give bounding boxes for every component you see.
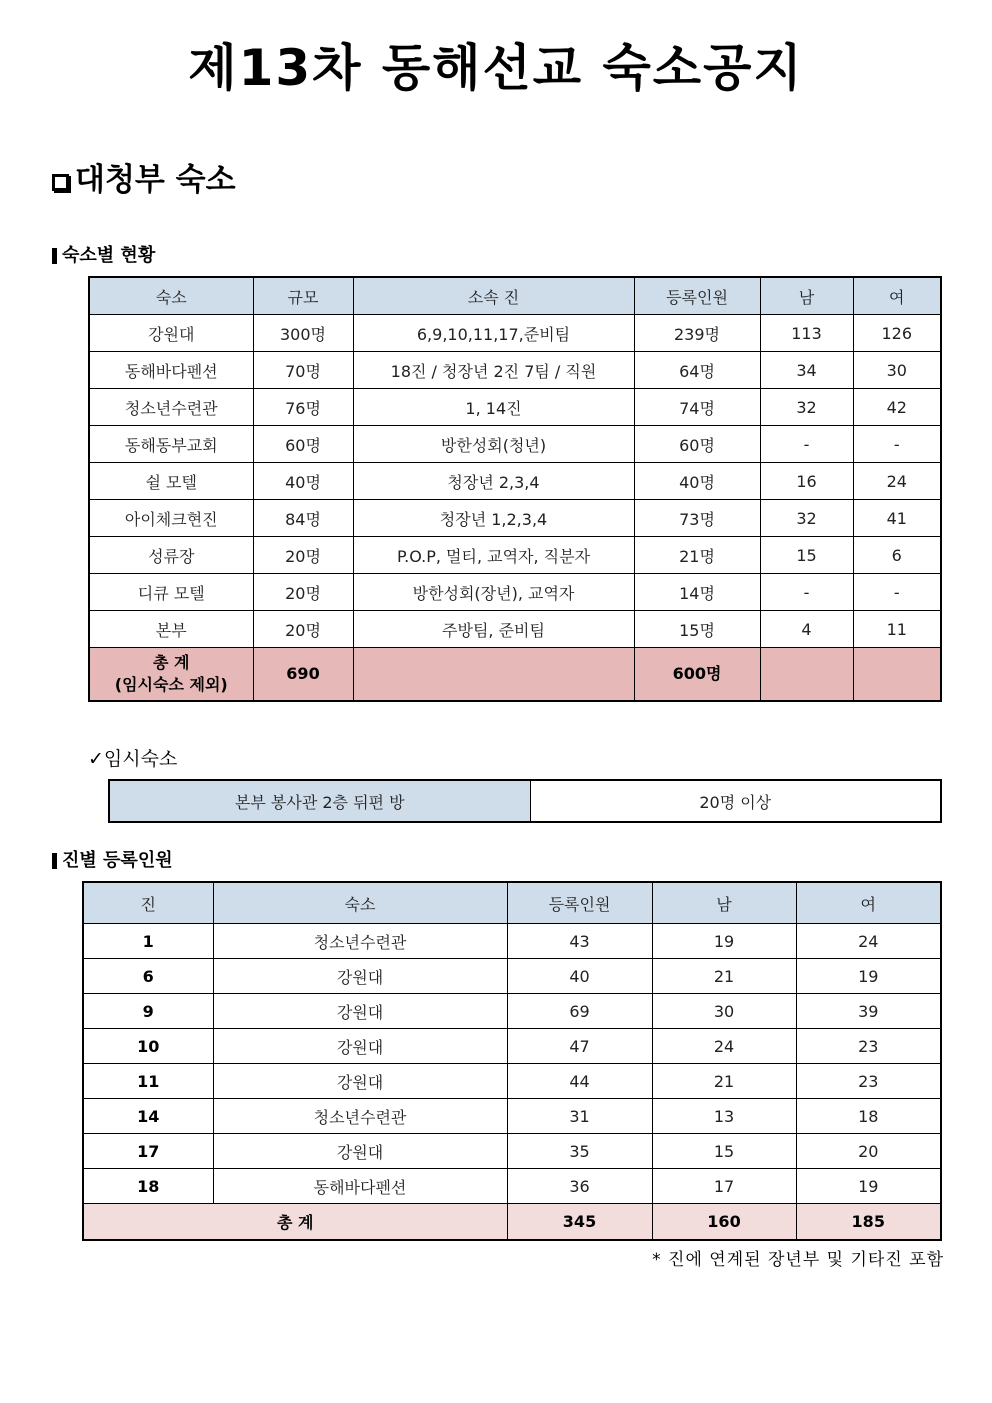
total-capacity: 690 — [253, 648, 353, 702]
table-row — [83, 1134, 941, 1169]
total-row — [83, 1204, 941, 1241]
cell: 30 — [853, 352, 941, 389]
cell: 강원대 — [89, 315, 253, 352]
cell: 청소년수련관 — [213, 924, 507, 959]
lodging-status-heading — [52, 244, 155, 268]
cell: 청장년 1,2,3,4 — [353, 500, 634, 537]
cell: 방한성회(청년) — [353, 426, 634, 463]
cell: 18진 / 청장년 2진 7팀 / 직원 — [353, 352, 634, 389]
temporary-lodging-table — [108, 779, 942, 823]
col-header-female: 여 — [796, 882, 941, 924]
total-registered: 600명 — [634, 648, 760, 702]
cell: 1 — [83, 924, 213, 959]
cell: 동해바다펜션 — [213, 1169, 507, 1204]
cell: 23 — [796, 1029, 941, 1064]
cell: 15명 — [634, 611, 760, 648]
cell: 14 — [83, 1099, 213, 1134]
cell: 300명 — [253, 315, 353, 352]
cell: 76명 — [253, 389, 353, 426]
cell: 20명 — [253, 537, 353, 574]
checkbox-square-icon — [52, 174, 69, 191]
cell: 18 — [83, 1169, 213, 1204]
cell: 방한성회(장년), 교역자 — [353, 574, 634, 611]
cell: 21 — [652, 959, 796, 994]
cell: 84명 — [253, 500, 353, 537]
by-group-table — [82, 881, 942, 1241]
cell: 60명 — [634, 426, 760, 463]
lodging-status-heading-text: 숙소별 현황 — [62, 245, 156, 266]
table-row — [89, 463, 941, 500]
temporary-capacity: 20명 이상 — [530, 780, 941, 822]
col-header-capacity: 규모 — [253, 277, 353, 315]
cell: 본부 — [89, 611, 253, 648]
temporary-location: 본부 봉사관 2층 뒤편 방 — [109, 780, 530, 822]
cell: 42 — [853, 389, 941, 426]
cell: 20 — [796, 1134, 941, 1169]
cell: 113 — [760, 315, 853, 352]
cell: 74명 — [634, 389, 760, 426]
cell: 40명 — [253, 463, 353, 500]
cell: 20명 — [253, 611, 353, 648]
col-header-lodging: 숙소 — [89, 277, 253, 315]
cell: 60명 — [253, 426, 353, 463]
cell: 강원대 — [213, 994, 507, 1029]
cell: 15 — [760, 537, 853, 574]
cell: 성류장 — [89, 537, 253, 574]
cell: 11 — [853, 611, 941, 648]
cell: 31 — [507, 1099, 652, 1134]
table-row — [89, 611, 941, 648]
cell: 20명 — [253, 574, 353, 611]
cell: - — [760, 426, 853, 463]
table-header-row — [89, 277, 941, 315]
footnote: * 진에 연계된 장년부 및 기타진 포함 — [652, 1250, 944, 1270]
total-label: 총 계 — [83, 1204, 507, 1241]
checkmark-icon: ✓ — [88, 748, 104, 770]
col-header-registered: 등록인원 — [634, 277, 760, 315]
table-row — [89, 574, 941, 611]
cell: 69 — [507, 994, 652, 1029]
temporary-lodging-label-text: 임시숙소 — [103, 748, 178, 770]
cell: 아이체크현진 — [89, 500, 253, 537]
cell: 강원대 — [213, 1029, 507, 1064]
cell: 1, 14진 — [353, 389, 634, 426]
cell: 41 — [853, 500, 941, 537]
cell: 11 — [83, 1064, 213, 1099]
col-header-male: 남 — [760, 277, 853, 315]
temporary-lodging-label — [88, 746, 177, 772]
cell: 강원대 — [213, 1064, 507, 1099]
cell: 73명 — [634, 500, 760, 537]
cell: 청장년 2,3,4 — [353, 463, 634, 500]
cell: 19 — [652, 924, 796, 959]
by-group-heading-text: 진별 등록인원 — [62, 850, 173, 871]
total-affiliation — [353, 648, 634, 702]
cell: - — [853, 574, 941, 611]
table-row — [89, 389, 941, 426]
cell: 21 — [652, 1064, 796, 1099]
cell: 6,9,10,11,17,준비팀 — [353, 315, 634, 352]
total-label-line2: (임시숙소 제외) — [114, 675, 228, 694]
cell: 청소년수련관 — [89, 389, 253, 426]
cell: 23 — [796, 1064, 941, 1099]
col-header-group: 진 — [83, 882, 213, 924]
cell: 64명 — [634, 352, 760, 389]
col-header-lodging: 숙소 — [213, 882, 507, 924]
table-row — [89, 315, 941, 352]
bar-bullet-icon — [52, 853, 57, 869]
cell: 9 — [83, 994, 213, 1029]
table-row — [89, 426, 941, 463]
table-row — [89, 352, 941, 389]
table-header-row — [83, 882, 941, 924]
cell: 32 — [760, 500, 853, 537]
table-row — [83, 1169, 941, 1204]
cell: 18 — [796, 1099, 941, 1134]
table-row — [83, 1099, 941, 1134]
total-female: 185 — [796, 1204, 941, 1241]
total-label — [89, 648, 253, 702]
cell: 39 — [796, 994, 941, 1029]
cell: 40명 — [634, 463, 760, 500]
cell: 34 — [760, 352, 853, 389]
by-group-heading — [52, 849, 173, 873]
cell: 24 — [652, 1029, 796, 1064]
cell: 동해바다펜션 — [89, 352, 253, 389]
section-heading — [52, 160, 236, 200]
cell: 14명 — [634, 574, 760, 611]
table-row — [83, 924, 941, 959]
cell: 15 — [652, 1134, 796, 1169]
col-header-male: 남 — [652, 882, 796, 924]
cell: - — [853, 426, 941, 463]
table-row — [109, 780, 941, 822]
cell: 32 — [760, 389, 853, 426]
lodging-status-table — [88, 276, 942, 702]
cell: 44 — [507, 1064, 652, 1099]
cell: 4 — [760, 611, 853, 648]
table-row — [83, 959, 941, 994]
cell: 17 — [83, 1134, 213, 1169]
cell: 19 — [796, 1169, 941, 1204]
cell: 19 — [796, 959, 941, 994]
cell: 239명 — [634, 315, 760, 352]
table-row — [83, 994, 941, 1029]
total-male: 160 — [652, 1204, 796, 1241]
total-label-line1: 총 계 — [153, 653, 190, 672]
cell: 47 — [507, 1029, 652, 1064]
cell: 17 — [652, 1169, 796, 1204]
table-row — [89, 500, 941, 537]
cell: 강원대 — [213, 1134, 507, 1169]
col-header-female: 여 — [853, 277, 941, 315]
cell: 6 — [853, 537, 941, 574]
cell: 강원대 — [213, 959, 507, 994]
cell: 35 — [507, 1134, 652, 1169]
bar-bullet-icon — [52, 248, 57, 264]
cell: 126 — [853, 315, 941, 352]
cell: P.O.P, 멀티, 교역자, 직분자 — [353, 537, 634, 574]
col-header-registered: 등록인원 — [507, 882, 652, 924]
cell: 40 — [507, 959, 652, 994]
cell: 동해동부교회 — [89, 426, 253, 463]
table-row — [83, 1064, 941, 1099]
total-row — [89, 648, 941, 702]
table-row — [89, 537, 941, 574]
total-registered: 345 — [507, 1204, 652, 1241]
cell: 6 — [83, 959, 213, 994]
col-header-affiliation: 소속 진 — [353, 277, 634, 315]
table-row — [83, 1029, 941, 1064]
cell: 쉴 모텔 — [89, 463, 253, 500]
cell: 청소년수련관 — [213, 1099, 507, 1134]
cell: 10 — [83, 1029, 213, 1064]
cell: 24 — [796, 924, 941, 959]
cell: 21명 — [634, 537, 760, 574]
cell: 30 — [652, 994, 796, 1029]
cell: 디큐 모텔 — [89, 574, 253, 611]
cell: 43 — [507, 924, 652, 959]
cell: 24 — [853, 463, 941, 500]
cell: - — [760, 574, 853, 611]
cell: 16 — [760, 463, 853, 500]
cell: 주방팀, 준비팀 — [353, 611, 634, 648]
page-title: 제13차 동해선교 숙소공지 — [188, 39, 804, 97]
section-heading-text: 대청부 숙소 — [75, 162, 236, 198]
total-male — [760, 648, 853, 702]
cell: 13 — [652, 1099, 796, 1134]
cell: 36 — [507, 1169, 652, 1204]
cell: 70명 — [253, 352, 353, 389]
total-female — [853, 648, 941, 702]
